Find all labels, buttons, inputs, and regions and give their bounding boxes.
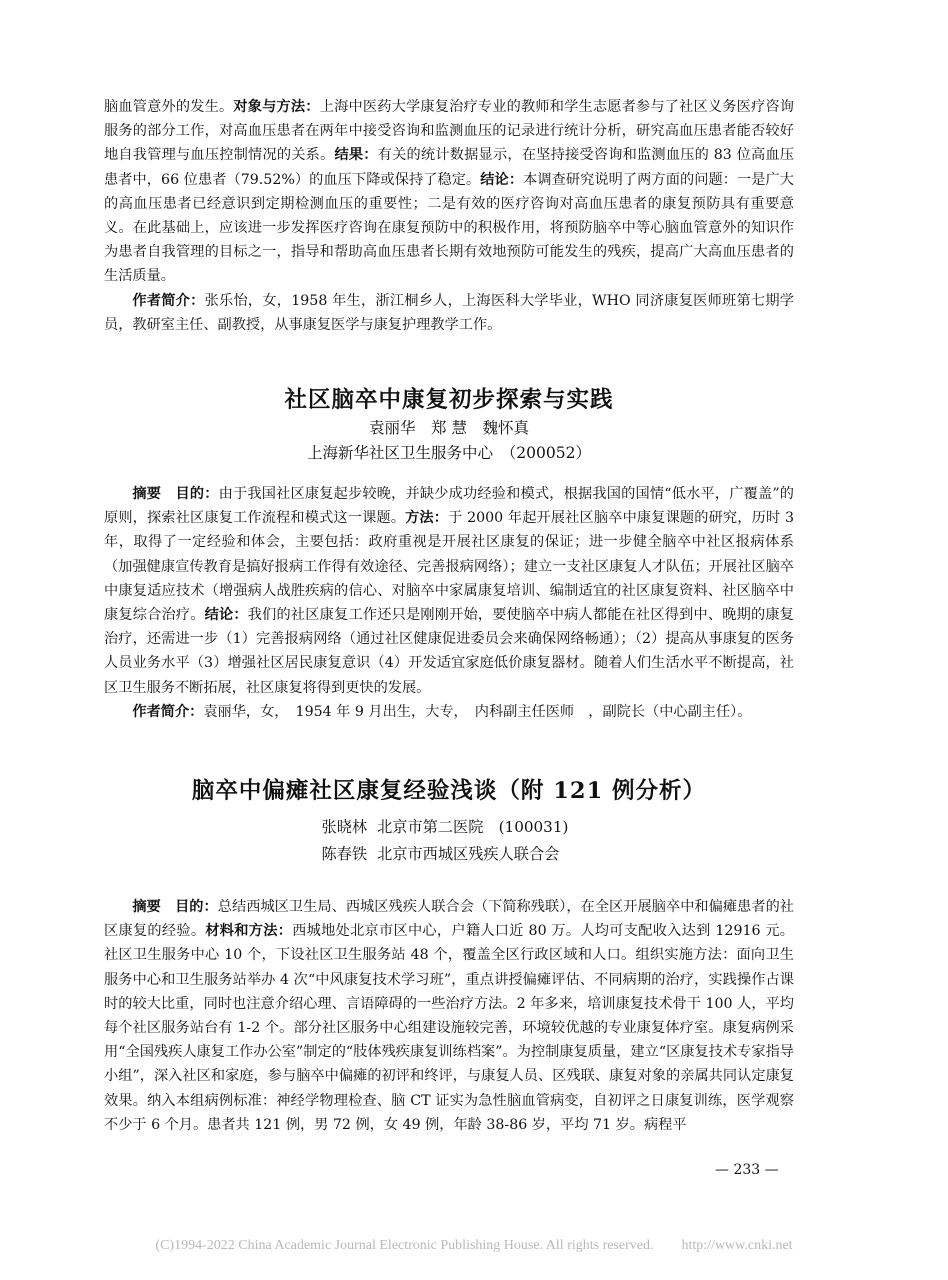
article-2 <box>104 384 794 724</box>
text: 有关的统计数据显示，在坚持接受咨询和监测血压的 83 位高血压患者中，66 位患者（79.52%）的血压下降或保持了稳定。 <box>104 147 794 188</box>
article-3 <box>104 775 794 1137</box>
author-bio-label: 作者简介： <box>132 292 205 309</box>
article-3-title: 脑卒中偏瘫社区康复经验浅谈（附 121 例分析） <box>191 778 707 804</box>
article-2-author-bio <box>104 700 794 724</box>
copyright-footer: (C)1994-2022 China Academic Journal Electronic Publishing House. All rights reserved. http://www.cnki.net <box>155 1238 793 1253</box>
page-number-text: — 233 — <box>715 1162 779 1178</box>
conclusion-label: 结论： <box>480 171 524 188</box>
abstract-label: 摘要 目的： <box>132 899 218 915</box>
previous-article-tail <box>104 95 794 337</box>
author-bio-text: 袁丽华，女， 1954 年 9 月出生，大专， 内科副主任医师 ，副院长（中心副主任）。 <box>203 703 752 720</box>
author-affiliation: 北京市第二医院 (100031) <box>377 818 569 836</box>
text: 脑血管意外的发生。 <box>104 99 234 115</box>
methods-label: 材料和方法： <box>205 923 293 940</box>
prev-abstract-paragraph <box>104 95 794 289</box>
article-3-abstract <box>104 895 794 1137</box>
methods-label: 对象与方法： <box>233 99 320 115</box>
text: 上海中医药大学康复治疗专业的教师和学生志愿者参与了社区义务医疗咨询服务的部分工作，对高血压患者在两年中接受咨询和监测血压的记录进行统计分析，研究高血压患者能否较好地自我管理与血压控制情况的关系。 <box>104 99 794 164</box>
text: 总结西城区卫生局、西城区残疾人联合会（下简称残联），在全区开展脑卒中和偏瘫患者的社区康复的经验。 <box>104 899 794 940</box>
text: 西城地处北京市区中心，户籍人口近 80 万。人均可支配收入达到 12916 元。社区卫生服务中心 10 个，下设社区卫生服务站 48 个，覆盖全区行政区域和人口。组织实施方法：面向卫生服务中心和卫生服务站举办 4 次“中风康复技术学习班”，重点讲授偏瘫评估、不同病期的治疗，实践操作占课时的较大比重，同时也注意介绍心理、言语障碍的一些治疗方法。2 年多来，培训康复技术骨干 100 人，平均每个社区服务站台有 1-2 个。部分社区服务中心组建设施较完善，环境较优越的专业康复体疗室。康复病例采用“全国残疾人康复工作办公室”制定的“肢体残疾康复训练档案”。为控制康复质量，建立“区康复技术专家指导小组”，深入社区和家庭，参与脑卒中偏瘫的初评和终评，与康复人员、区残联、康复对象的亲属共同认定康复效果。纳入本组病例标准：神经学物理检查、脑 CT 证实为急性脑血管病变，自初评之日康复训练，医学观察不少于 6 个月。患者共 121 例，男 72 例，女 49 例，年龄 38-86 岁，平均 71 岁。病程平 <box>104 923 794 1133</box>
conclusion-label: 结论： <box>204 607 248 624</box>
article-2-authors: 袁丽华 郑 慧 魏怀真 <box>369 419 529 437</box>
text: 我们的社区康复工作还只是刚刚开始，要使脑卒中病人都能在社区得到中、晚期的康复治疗，还需进一步（1）完善报病网络（通过社区健康促进委员会来确保网络畅通）；（2）提高从事康复的医务人员业务水平（3）增强社区居民康复意识（4）开发适宜家庭低价康复器材。随着人们生活水平不断提高，社区卫生服务不断拓展，社区康复将得到更快的发展。 <box>104 607 794 696</box>
methods-label: 方法： <box>405 510 449 527</box>
author-bio-label: 作者简介： <box>132 703 204 720</box>
article-2-title: 社区脑卒中康复初步探索与实践 <box>284 387 614 413</box>
abstract-label: 摘要 目的： <box>132 486 219 502</box>
article-2-abstract <box>104 482 794 700</box>
author-name: 张晓林 <box>321 818 368 836</box>
author-name: 陈春铁 <box>321 845 368 863</box>
text: 由于我国社区康复起步较晚，并缺少成功经验和模式，根据我国的国情“低水平，广覆盖”的原则，探索社区康复工作流程和模式这一课题。 <box>104 486 794 527</box>
author-affiliation: 北京市西城区残疾人联合会 <box>377 845 560 863</box>
author-bio-text: 张乐怡，女，1958 年生，浙江桐乡人，上海医科大学毕业，WHO 同济康复医师班第七期学员，教研室主任、副教授，从事康复医学与康复护理教学工作。 <box>104 292 794 333</box>
article-2-affiliation: 上海新华社区卫生服务中心 （200052） <box>307 444 591 462</box>
prev-author-bio <box>104 289 794 337</box>
article-3-authors <box>320 813 579 869</box>
text: 于 2000 年起开展社区脑卒中康复课题的研究，历时 3 年，取得了一定经验和体会，主要包括：政府重视是开展社区康复的保证；进一步健全脑卒中社区报病体系（加强健康宣传教育是搞好报病工作得有效途径、完善报病网络）；建立一支社区康复人才队伍；开展社区脑卒中康复适应技术（增强病人战胜疾病的信心、对脑卒中家属康复培训、编制适宜的社区康复资料、社区脑卒中康复综合治疗。 <box>104 510 794 624</box>
text: 本调查研究说明了两方面的问题：一是广大的高血压患者已经意识到定期检测血压的重要性；二是有效的医疗咨询对高血压患者的康复预防具有重要意义。在此基础上，应该进一步发挥医疗咨询在康复预防中的积极作用，将预防脑卒中等心脑血管意外的知识作为患者自我管理的目标之一，指导和帮助高血压患者长期有效地预防可能发生的残疾，提高广大高血压患者的生活质量。 <box>104 171 794 285</box>
results-label: 结果： <box>334 147 378 164</box>
